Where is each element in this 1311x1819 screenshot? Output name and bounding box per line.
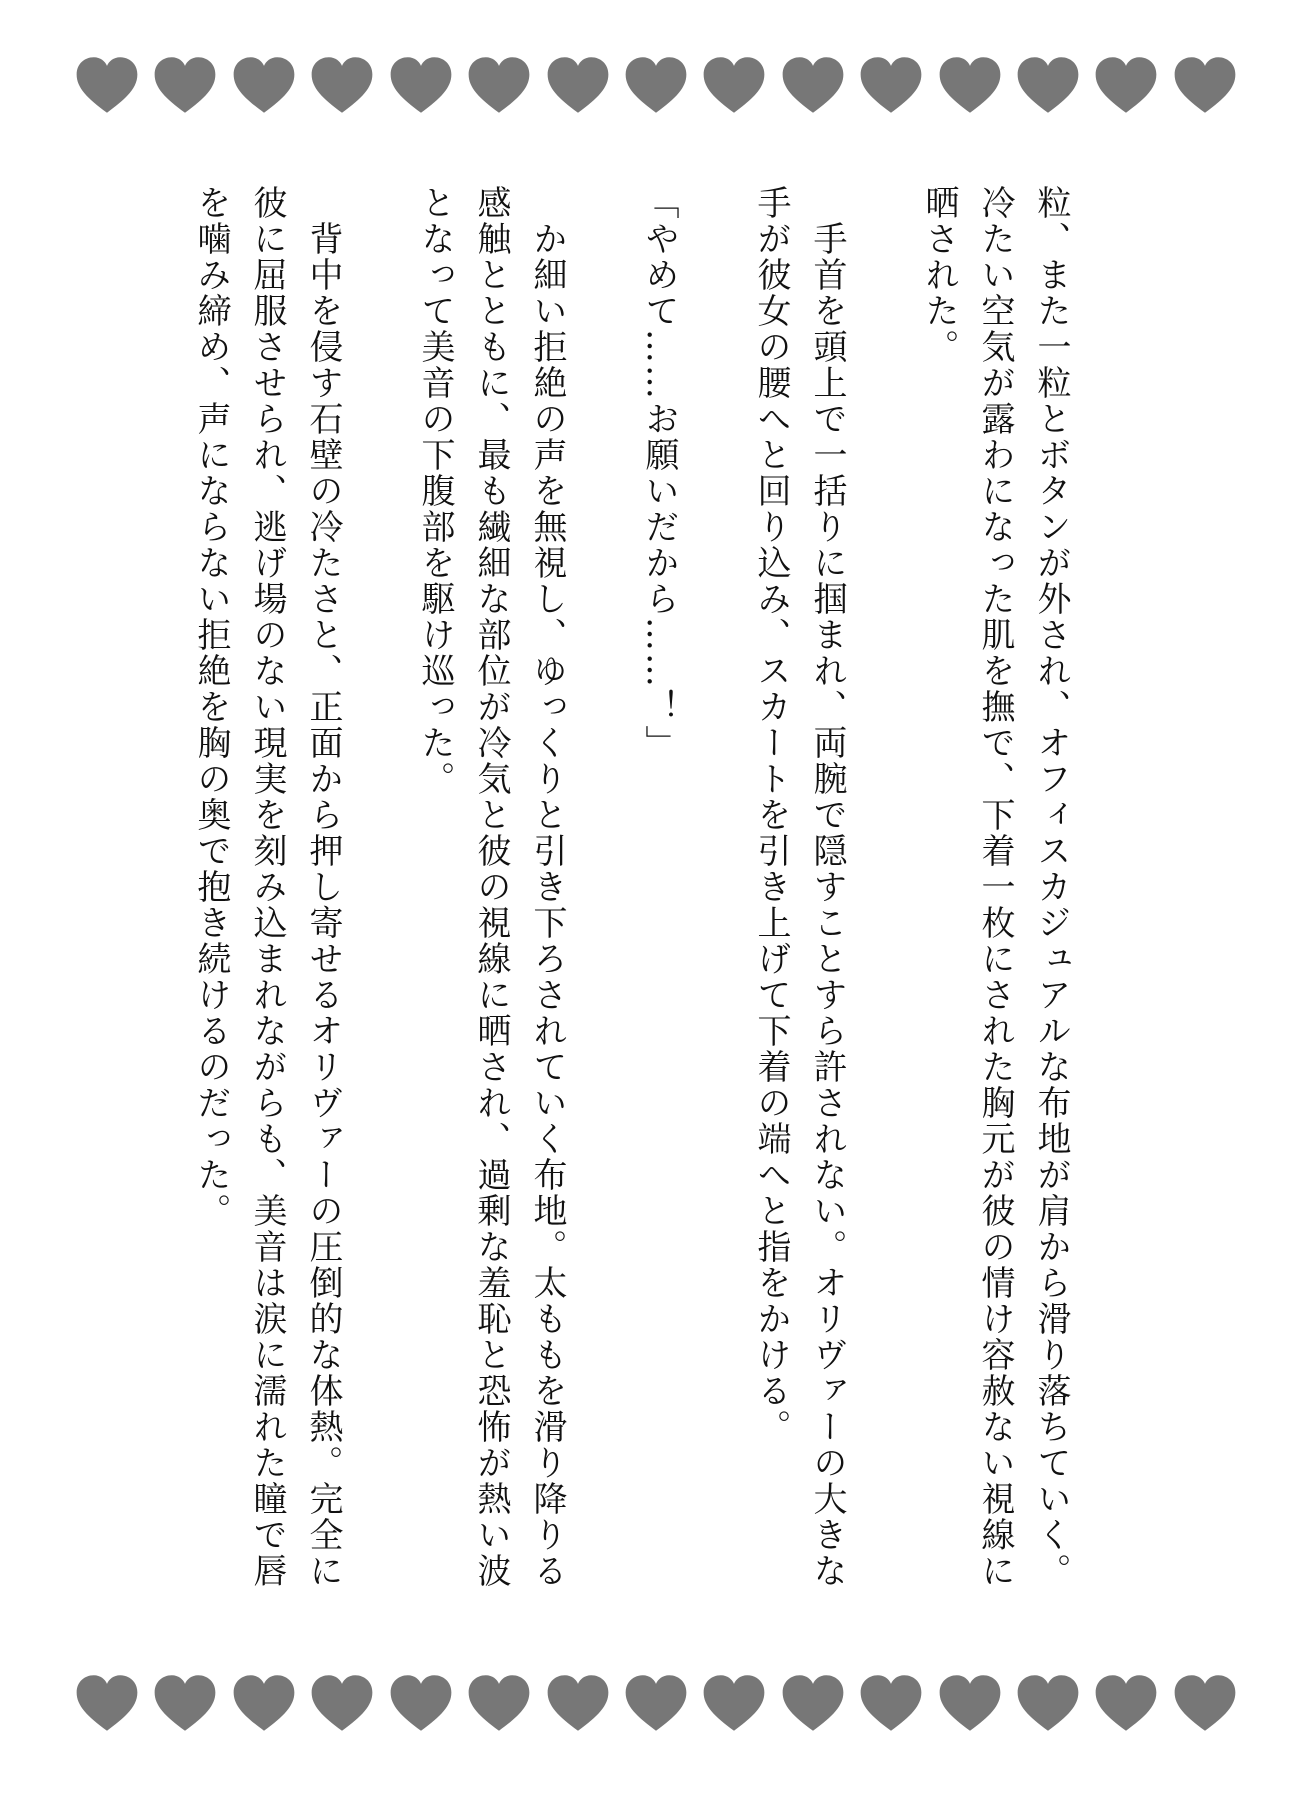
heart-icon bbox=[858, 54, 924, 116]
blank-line bbox=[855, 185, 911, 1615]
heart-icon bbox=[388, 1672, 454, 1734]
heart-icon bbox=[701, 54, 767, 116]
heart-icon bbox=[780, 54, 846, 116]
heart-icon bbox=[623, 54, 689, 116]
heart-icon bbox=[466, 1672, 532, 1734]
heart-icon bbox=[858, 1672, 924, 1734]
heart-icon bbox=[309, 1672, 375, 1734]
heart-icon bbox=[231, 1672, 297, 1734]
bottom-heart-border bbox=[74, 1672, 1238, 1734]
heart-icon bbox=[545, 1672, 611, 1734]
heart-icon bbox=[545, 54, 611, 116]
heart-icon bbox=[701, 1672, 767, 1734]
heart-icon bbox=[152, 1672, 218, 1734]
heart-icon bbox=[1093, 54, 1159, 116]
heart-icon bbox=[1093, 1672, 1159, 1734]
paragraph-2: 手首を頭上で一括りに掴まれ、両腕で隠すことすら許されない。オリヴァーの大きな手が彼女の腰へと回り込み、スカートを引き上げて下着の端へと指をかける。 bbox=[751, 185, 847, 1589]
paragraph-3: か細い拒絶の声を無視し、ゆっくりと引き下ろされていく布地。太ももを滑り降りる感触とともに、最も繊細な部位が冷気と彼の視線に晒され、過剰な羞恥と恐怖が熱い波となって美音の下腹部を駆け巡った。 bbox=[415, 185, 567, 1589]
heart-icon bbox=[623, 1672, 689, 1734]
blank-line bbox=[351, 185, 407, 1615]
paragraph-4: 背中を侵す石壁の冷たさと、正面から押し寄せるオリヴァーの圧倒的な体熱。完全に彼に屈服させられ、逃げ場のない現実を刻み込まれながらも、美音は涙に濡れた瞳で唇を噛み締め、声にならない拒絶を胸の奥で抱き続けるのだった。 bbox=[191, 185, 343, 1589]
heart-icon bbox=[1015, 54, 1081, 116]
heart-icon bbox=[1015, 1672, 1081, 1734]
top-heart-border bbox=[74, 54, 1238, 116]
heart-icon bbox=[388, 54, 454, 116]
heart-icon bbox=[152, 54, 218, 116]
blank-line bbox=[687, 185, 743, 1615]
heart-icon bbox=[74, 54, 140, 116]
novel-page-body bbox=[191, 185, 1079, 1615]
heart-icon bbox=[1172, 1672, 1238, 1734]
paragraph-1: 粒、また一粒とボタンが外され、オフィスカジュアルな布地が肩から滑り落ちていく。冷たい空気が露わになった肌を撫で、下着一枚にされた胸元が彼の情け容赦ない視線に晒された。 bbox=[919, 185, 1071, 1589]
heart-icon bbox=[937, 54, 1003, 116]
heart-icon bbox=[466, 54, 532, 116]
heart-icon bbox=[780, 1672, 846, 1734]
blank-line bbox=[575, 185, 631, 1615]
heart-icon bbox=[231, 54, 297, 116]
heart-icon bbox=[1172, 54, 1238, 116]
heart-icon bbox=[74, 1672, 140, 1734]
heart-icon bbox=[309, 54, 375, 116]
dialogue-line: 「やめて……お願いだから……！」 bbox=[639, 185, 679, 761]
heart-icon bbox=[937, 1672, 1003, 1734]
